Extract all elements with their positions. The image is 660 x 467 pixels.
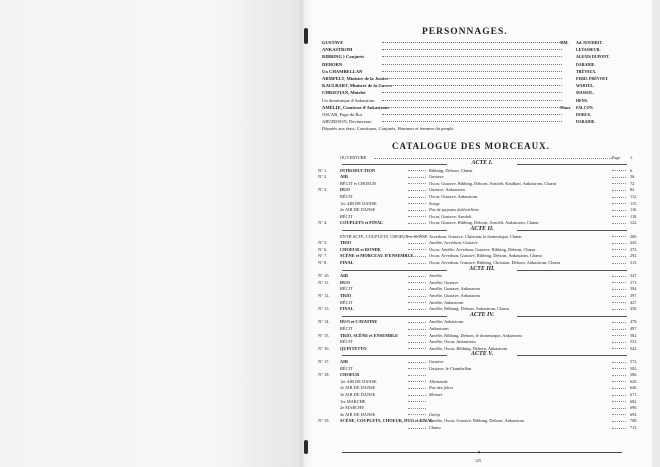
item-page: 715. xyxy=(630,425,638,430)
item-characters: Amélie, Gustave, Ankastrom xyxy=(429,286,480,292)
leader-dots xyxy=(382,56,562,57)
role-name: Un CHAMBELLAN xyxy=(322,68,363,74)
item-page: 292. xyxy=(630,253,638,259)
cast-row xyxy=(312,82,652,89)
leader-dots xyxy=(408,414,426,415)
leader-dots xyxy=(408,256,426,257)
act-rule xyxy=(342,316,447,317)
act-label: ACTE IV. xyxy=(469,311,495,318)
leader-dots xyxy=(408,190,426,191)
item-page: 427. xyxy=(630,299,638,305)
footer-rule xyxy=(342,452,622,453)
leader-dots xyxy=(408,296,426,297)
item-characters: Amélie xyxy=(429,273,442,279)
item-page: 315. xyxy=(630,260,638,265)
leader-dots xyxy=(612,256,626,257)
item-number: N° 7. xyxy=(318,253,328,259)
item-title: FINAL xyxy=(340,306,354,312)
actor-name: LEVASSEUR. xyxy=(576,47,601,53)
item-title: TRIO, SCÈNE et ENSEMBLE xyxy=(340,332,399,338)
leader-dots xyxy=(612,216,626,217)
leader-dots xyxy=(612,243,626,244)
leader-dots xyxy=(612,414,626,415)
leader-dots xyxy=(612,368,626,369)
item-characters: Chœur xyxy=(429,425,441,430)
leader-dots xyxy=(408,276,426,277)
item-title: RÉCIT xyxy=(340,286,353,292)
item-title: RÉCIT xyxy=(340,365,353,371)
leader-dots xyxy=(408,421,426,422)
footer-number: 125 xyxy=(475,458,481,463)
leader-dots xyxy=(408,216,426,217)
item-title: INTRODUCTION xyxy=(340,167,376,173)
item-characters: Oscar, Gustave, Ribbing, Dehorn, Armfelt, Ankastrom, Chœur xyxy=(429,220,539,226)
leader-dots xyxy=(408,177,426,178)
act-rule xyxy=(517,164,627,165)
leader-dots xyxy=(382,85,562,86)
item-title: 2e MARCHE xyxy=(340,405,365,411)
catalogue-heading: CATALOGUE DES MORCEAUX. xyxy=(392,141,550,151)
item-page: 533. xyxy=(630,339,638,345)
item-characters: Amélie, Oscar, Ankastrom xyxy=(429,339,476,345)
cast-row xyxy=(312,125,652,132)
leader-dots xyxy=(612,342,626,343)
item-title: RÉCIT xyxy=(340,194,353,199)
leader-dots xyxy=(612,276,626,277)
item-title: 1re MARCHE xyxy=(340,398,366,404)
cast-row xyxy=(312,46,652,53)
overture-title: OUVERTURE xyxy=(340,155,367,160)
cast-row xyxy=(312,53,652,60)
leader-dots xyxy=(612,183,626,184)
leader-dots xyxy=(382,107,562,108)
item-characters: Galop xyxy=(429,411,440,417)
item-page: 115. xyxy=(630,200,638,206)
item-page: 690. xyxy=(630,405,638,411)
leader-dots xyxy=(382,92,562,93)
leader-dots xyxy=(382,100,562,101)
cast-row xyxy=(312,89,652,96)
leader-dots xyxy=(408,236,426,237)
leader-dots xyxy=(408,302,426,303)
item-characters: Amélie, Oscar, Ribbing, Dehorn, Ankastrom xyxy=(429,345,508,351)
leader-dots xyxy=(408,203,426,204)
leader-dots xyxy=(612,309,626,310)
leader-dots xyxy=(612,348,626,349)
item-number: N° 15. xyxy=(318,332,330,338)
leader-dots xyxy=(408,335,426,336)
role-name: OSCAR, Page du Roi xyxy=(322,112,363,117)
overture-page: 1. xyxy=(630,155,634,160)
item-characters: Songe xyxy=(429,200,440,206)
footer-ornament: ✦ xyxy=(477,451,482,456)
item-characters: Amélie, Arvedson, Gustave xyxy=(429,240,478,246)
item-page: 56. xyxy=(630,174,636,180)
honorific-prefix: Mmes xyxy=(560,104,571,110)
item-page: 72. xyxy=(630,180,636,186)
leader-dots xyxy=(408,223,426,224)
item-page: 479. xyxy=(630,319,638,325)
item-number: N° 4. xyxy=(318,220,328,226)
actor-name: TRÉVAUX. xyxy=(576,68,597,74)
leader-dots xyxy=(612,263,626,264)
item-title: TRIO xyxy=(340,240,352,246)
actor-name: FALCON. xyxy=(576,104,594,110)
item-characters: Amélie, Ribbing, Dehorn, le domestique, Ankastrom xyxy=(429,332,522,338)
item-page: 112. xyxy=(630,194,638,199)
cast-row xyxy=(312,39,652,46)
item-characters: Pas de paysans dalécarliens xyxy=(429,207,479,213)
item-characters: Ribbing, Dehorn, Chœur xyxy=(429,167,473,173)
item-title: RÉCIT xyxy=(340,299,353,305)
cast-row xyxy=(312,118,652,125)
leader-dots xyxy=(408,342,426,343)
item-page: 118. xyxy=(630,213,638,219)
item-title: DUO et CAVATINE xyxy=(340,319,378,325)
leader-dots xyxy=(382,121,562,122)
item-title: RÉCIT et CHOEUR xyxy=(340,180,377,186)
item-characters: Gustave xyxy=(429,359,444,364)
act-rule xyxy=(517,355,627,356)
leader-dots xyxy=(612,210,626,211)
item-title: SCÈNE et MORCEAU D'ENSEMBLE xyxy=(340,253,414,259)
leader-dots xyxy=(408,408,426,409)
page-prefix: Page xyxy=(612,155,621,160)
item-page: 582. xyxy=(630,365,638,371)
leader-dots xyxy=(408,388,426,389)
leader-dots xyxy=(612,408,626,409)
item-title: AIR xyxy=(340,359,349,364)
item-page: 430. xyxy=(630,306,638,312)
item-characters: Oscar, Gustave, Armfelt xyxy=(429,213,472,219)
item-characters: Gustave, Ankastrom xyxy=(429,187,465,193)
act-rule xyxy=(517,316,627,317)
item-title: RÉCIT xyxy=(340,326,353,331)
leader-dots xyxy=(382,78,562,79)
item-title: 3e AIR DE DANSE xyxy=(340,392,376,397)
item-characters: Gustave, le Chambellan xyxy=(429,365,472,371)
leader-dots xyxy=(612,401,626,402)
leader-dots xyxy=(612,236,626,237)
leader-dots xyxy=(612,302,626,303)
leader-dots xyxy=(408,263,426,264)
leader-dots xyxy=(612,190,626,191)
item-page: 620. xyxy=(630,378,638,384)
item-number: N° 16. xyxy=(318,345,330,351)
role-name: GUSTAVE xyxy=(322,40,344,45)
item-title: CHOEUR et RONDE xyxy=(340,246,381,252)
item-number: N° 11. xyxy=(318,279,330,285)
item-page: 200. xyxy=(630,233,638,239)
leader-dots xyxy=(408,348,426,349)
item-page: 682. xyxy=(630,398,638,404)
item-title: TRIO xyxy=(340,293,352,298)
role-name: KAULBART, Ministre de la Guerre xyxy=(322,83,393,89)
cast-row xyxy=(312,104,652,111)
item-page: 122. xyxy=(630,220,638,226)
binding-mark xyxy=(304,28,308,44)
leader-dots xyxy=(612,177,626,178)
leader-dots xyxy=(408,183,426,184)
item-number: N° 8. xyxy=(318,260,328,265)
leader-dots xyxy=(382,114,562,115)
item-number: N° 13. xyxy=(318,306,330,312)
item-title: 1er AIR DE DANSE xyxy=(340,378,377,384)
item-number: N° 18. xyxy=(318,372,330,378)
leader-dots xyxy=(374,158,612,159)
item-title: QUINTETTO xyxy=(340,345,367,351)
leader-dots xyxy=(612,282,626,283)
item-characters: Oscar, Gustave, Ankastrom xyxy=(429,194,478,199)
item-characters: Amélie, Oscar, Gustave, Ribbing, Dehorn, Ankastrom xyxy=(429,418,524,424)
cast-row xyxy=(312,75,652,82)
item-number: N° 12. xyxy=(318,293,330,298)
item-page: 347. xyxy=(630,273,638,279)
item-page: 245. xyxy=(630,240,638,246)
item-title: 2e AIR DE DANSE xyxy=(340,207,376,213)
actor-name: DABADIE. xyxy=(576,119,596,125)
item-page: 646. xyxy=(630,385,638,391)
actor-name: ALEXIS DUPONT. xyxy=(576,54,610,60)
item-characters: Amélie, Ankastrom xyxy=(429,319,464,325)
leader-dots xyxy=(408,428,426,429)
cast-row xyxy=(312,97,652,104)
leader-dots xyxy=(408,381,426,382)
leader-dots xyxy=(408,197,426,198)
role-name: ARMFELT, Ministre de la Justice xyxy=(322,76,389,81)
catalogue-row xyxy=(312,424,652,431)
role-name: Un domestique d'Ankastrom xyxy=(322,97,375,103)
leader-dots xyxy=(408,170,426,171)
leader-dots xyxy=(612,296,626,297)
leader-dots xyxy=(408,249,426,250)
item-characters: Amélie, Gustave, Ankastrom xyxy=(429,293,480,298)
leader-dots xyxy=(408,368,426,369)
leader-dots xyxy=(612,421,626,422)
item-title: DUO xyxy=(340,187,350,193)
leader-dots xyxy=(382,71,562,72)
item-title: 1er AIR DE DANSE xyxy=(340,200,377,206)
role-name: ANKASTROM xyxy=(322,47,353,53)
item-number: N° 5. xyxy=(318,240,328,246)
item-page: 586. xyxy=(630,372,638,378)
item-number: N° 3. xyxy=(318,187,328,193)
role-name: AMÉLIE, Comtesse d'Ankastrom xyxy=(322,104,389,110)
cast-row xyxy=(312,61,652,68)
item-characters: Oscar, Gustave, Ribbing, Dehorn, Armfelt, Kaulbart, Ankastrom, Chœur xyxy=(429,180,557,186)
role-name: DEHORN xyxy=(322,61,343,67)
item-characters: Amélie, Gustave xyxy=(429,279,459,285)
cast-row xyxy=(312,68,652,75)
item-title: 4e AIR DE DANSE xyxy=(340,411,376,417)
actor-name: FERD. PRÉVOST. xyxy=(576,76,609,81)
leader-dots xyxy=(612,329,626,330)
leader-dots xyxy=(408,375,426,376)
leader-dots xyxy=(612,289,626,290)
leader-dots xyxy=(612,375,626,376)
cast-row xyxy=(312,111,652,118)
item-title: DUO xyxy=(340,279,350,285)
actor-name: DABADIE. xyxy=(576,61,596,67)
item-characters: Oscar, Arvedson, Gustave, Ribbing, Christian, Dehorn, Ankastrom, Chœur xyxy=(429,260,561,265)
leader-dots xyxy=(382,49,562,50)
item-page: 671. xyxy=(630,392,638,397)
item-title: AIR xyxy=(340,174,349,180)
leader-dots xyxy=(408,309,426,310)
leader-dots xyxy=(612,249,626,250)
item-page: 397. xyxy=(630,293,638,298)
item-page: 694. xyxy=(630,411,638,417)
leader-dots xyxy=(612,362,626,363)
item-characters: Menuet xyxy=(429,392,443,397)
act-label: ACTE III. xyxy=(469,265,495,272)
leader-dots xyxy=(408,282,426,283)
leader-dots xyxy=(408,395,426,396)
leader-dots xyxy=(612,203,626,204)
role-name: Députés aux états, Courtisans, Conjurés, Hommes et femmes du peuple. xyxy=(322,126,455,132)
item-characters: Arvedson, Gustave, Christian, le domestique, Chœur xyxy=(429,233,522,239)
item-page: 497. xyxy=(630,326,638,331)
item-title: AIR xyxy=(340,273,349,279)
item-title: FINAL xyxy=(340,260,354,265)
leader-dots xyxy=(382,42,562,43)
item-characters: Gustave xyxy=(429,174,444,180)
leader-dots xyxy=(612,322,626,323)
item-page: 82. xyxy=(630,187,636,193)
item-characters: Ankastrom xyxy=(429,326,449,331)
actor-name: DORUS. xyxy=(576,112,592,117)
item-page: 572. xyxy=(630,359,638,364)
leader-dots xyxy=(408,322,426,323)
act-label: ACTE V. xyxy=(471,351,493,358)
item-page: 394. xyxy=(630,286,638,292)
item-characters: Amélie, Ankastrom xyxy=(429,299,464,305)
item-page: 542. xyxy=(630,345,638,351)
act-rule xyxy=(342,230,447,231)
leader-dots xyxy=(408,362,426,363)
leader-dots xyxy=(612,170,626,171)
act-rule xyxy=(342,164,447,165)
item-number: N° 17. xyxy=(318,359,330,364)
item-characters: Oscar, Arvedson, Gustave, Ribbing, Dehorn, Ankastrom, Chœur xyxy=(429,253,542,259)
item-number: N° 6. xyxy=(318,246,328,252)
role-name: RIBBING } Conjurés xyxy=(322,54,365,60)
leader-dots xyxy=(612,395,626,396)
actor-name: HENS. xyxy=(576,97,588,103)
leader-dots xyxy=(382,64,562,65)
item-page: 116. xyxy=(630,207,638,213)
actor-name: Ad. NOURRIT. xyxy=(576,40,603,45)
item-number: N° 14. xyxy=(318,319,330,325)
act-rule xyxy=(517,270,627,271)
personnages-heading: PERSONNAGES. xyxy=(422,27,508,37)
item-page: 708. xyxy=(630,418,638,424)
honorific-prefix: MM. xyxy=(560,40,569,45)
item-title: CHOEUR xyxy=(340,372,360,378)
leader-dots xyxy=(612,381,626,382)
item-title: ENTR'ACTE, COUPLETS, CHOEUR et SCÈNE xyxy=(340,233,428,239)
item-title: RÉCIT xyxy=(340,339,353,345)
actor-name: MASSOL. xyxy=(576,90,594,96)
act-rule xyxy=(517,230,627,231)
leader-dots xyxy=(408,210,426,211)
item-number: N° 10. xyxy=(318,273,330,279)
item-page: 502. xyxy=(630,332,638,338)
item-title: COUPLETS et FINAL xyxy=(340,220,383,226)
binding-mark xyxy=(304,440,308,454)
left-page-edge xyxy=(0,0,306,467)
item-page: 6. xyxy=(630,167,634,173)
leader-dots xyxy=(612,428,626,429)
role-name: ARVEDSON, Devineresse xyxy=(322,119,372,125)
item-characters: Pas des folies xyxy=(429,385,454,391)
item-number: N° 19. xyxy=(318,418,330,424)
leader-dots xyxy=(408,243,426,244)
actor-name: WARTEL. xyxy=(576,83,595,89)
leader-dots xyxy=(408,401,426,402)
act-label: ACTE I. xyxy=(471,160,493,166)
act-rule xyxy=(342,270,447,271)
leader-dots xyxy=(612,388,626,389)
leader-dots xyxy=(408,289,426,290)
item-characters: Oscar, Amélie, Arvedson, Gustave, Ribbing, Dehorn, Chœur xyxy=(429,246,536,252)
leader-dots xyxy=(408,329,426,330)
item-title: SCÈNE, COUPLETS, CHOEUR, DUO et FINAL xyxy=(340,418,434,424)
item-characters: Allemande xyxy=(429,378,448,384)
leader-dots xyxy=(612,335,626,336)
item-page: 272. xyxy=(630,246,638,252)
leader-dots xyxy=(612,223,626,224)
act-rule xyxy=(342,355,447,356)
item-number: N° 1. xyxy=(318,167,328,173)
item-characters: Amélie, Ribbing, Dehorn, Ankastrom, Chœur xyxy=(429,306,510,312)
leader-dots xyxy=(612,197,626,198)
item-page: 371. xyxy=(630,279,638,285)
item-number: N° 2. xyxy=(318,174,328,180)
item-title: 2e AIR DE DANSE xyxy=(340,385,376,391)
item-title: RÉCIT xyxy=(340,213,353,219)
document-page xyxy=(312,0,652,467)
act-label: ACTE II. xyxy=(470,226,494,232)
role-name: CHRISTIAN, Matelot xyxy=(322,90,366,96)
